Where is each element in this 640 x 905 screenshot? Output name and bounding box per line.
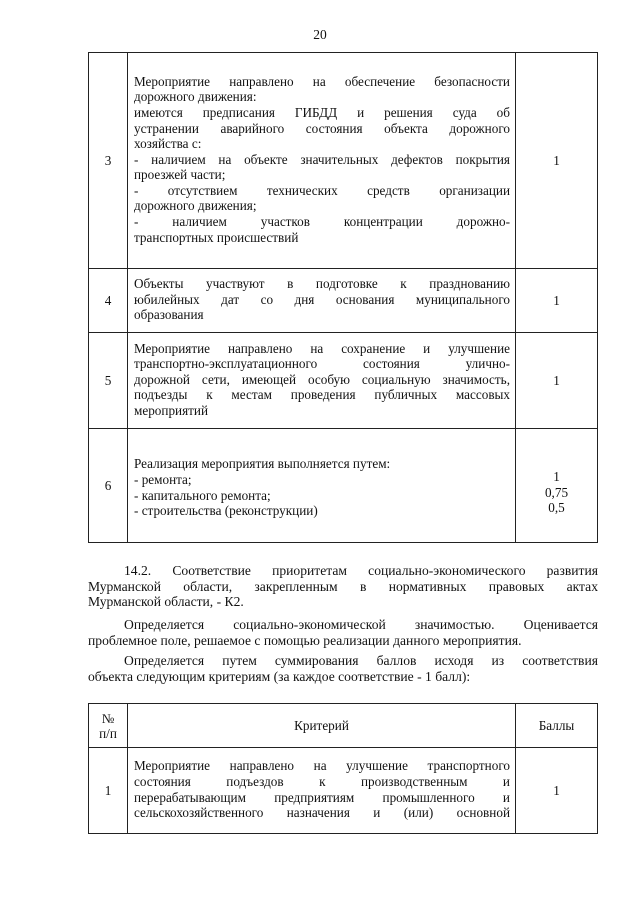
row-number: 6: [89, 429, 128, 543]
score-cell: 1: [516, 748, 598, 834]
score-cell: 1: [516, 333, 598, 429]
score-cell: 1 0,75 0,5: [516, 429, 598, 543]
criterion-text: Мероприятие направлено на улучшение транспортного состояния подъездов к производственным и перерабатывающим предприятиям промышленного и сельскохозяйственного назначения и (или) основной: [128, 748, 516, 834]
table-header-row: [89, 704, 598, 748]
criterion-text: Мероприятие направлено на обеспечение безопасности дорожного движения: имеются предписания ГИБДД и решения суда об устранении аварийного состояния объекта дорожного хозяйства с: - наличием на объекте значительных дефектов покрытия проезжей части; - отсутствием технических средств организации дорожного движения; - наличием участков концентрации дорожно- транспортных происшествий: [128, 53, 516, 269]
column-header-number: № п/п: [89, 704, 128, 748]
table-row: [89, 748, 598, 834]
section-paragraph-1: 14.2. Соответствие приоритетам социально-экономического развития Мурманской области, закрепленным в нормативных правовых актах Мурманской области, - К2.: [88, 563, 598, 610]
criteria-table-continued: [88, 52, 598, 543]
table-row: [89, 53, 598, 269]
row-number: 3: [89, 53, 128, 269]
section-paragraph-2: Определяется социально-экономической значимостью. Оценивается проблемное поле, решаемое с помощью реализации данного мероприятия.: [88, 617, 598, 648]
row-number: 4: [89, 269, 128, 333]
table-row: [89, 269, 598, 333]
score-cell: 1: [516, 53, 598, 269]
table-row: [89, 333, 598, 429]
table-row: [89, 429, 598, 543]
section-paragraph-3: Определяется путем суммирования баллов исходя из соответствия объекта следующим критериям (за каждое соответствие - 1 балл):: [88, 653, 598, 684]
column-header-criterion: Критерий: [128, 704, 516, 748]
row-number: 1: [89, 748, 128, 834]
row-number: 5: [89, 333, 128, 429]
page-number: 20: [313, 27, 327, 42]
criterion-text: Реализация мероприятия выполняется путем: - ремонта; - капитального ремонта; - строительства (реконструкции): [128, 429, 516, 543]
criterion-text: Объекты участвуют в подготовке к празднованию юбилейных дат со дня основания муниципального образования: [128, 269, 516, 333]
score-cell: 1: [516, 269, 598, 333]
criteria-table: [88, 703, 598, 834]
criterion-text: Мероприятие направлено на сохранение и улучшение транспортно-эксплуатационного состояния улично- дорожной сети, имеющей особую социальную значимость, подъезды к местам проведения публичных массовых мероприятий: [128, 333, 516, 429]
column-header-score: Баллы: [516, 704, 598, 748]
